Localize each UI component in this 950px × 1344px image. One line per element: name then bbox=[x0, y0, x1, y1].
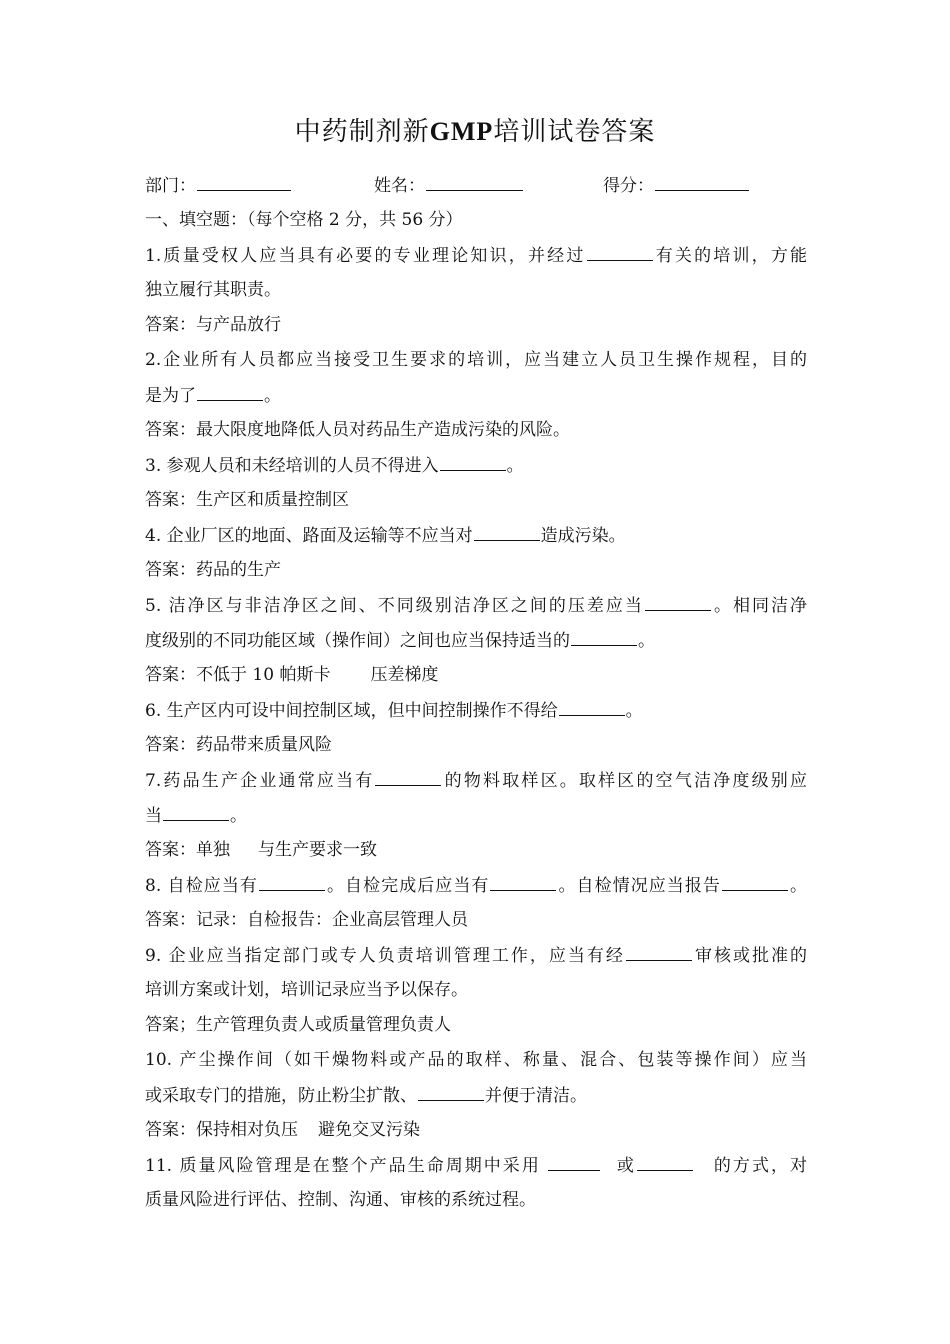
title-prefix: 中药制剂新 bbox=[294, 117, 430, 147]
q8-text-d: 。 bbox=[788, 876, 808, 896]
q7-blank-2 bbox=[163, 798, 229, 821]
question-2-line-1: 2.企业所有人员都应当接受卫生要求的培训，应当建立人员卫生操作规程，目的 bbox=[145, 350, 807, 370]
q1-text-b: 有关的培训，方能 bbox=[653, 246, 808, 266]
name-blank bbox=[426, 168, 523, 191]
exam-header bbox=[145, 168, 807, 203]
answer-5-part-2: 压差梯度 bbox=[370, 665, 439, 685]
question-6 bbox=[145, 693, 807, 728]
q9-text-a: 9. 企业应当指定部门或专人负责培训管理工作，应当有经 bbox=[145, 946, 625, 966]
answer-7-part-2: 与生产要求一致 bbox=[258, 840, 377, 860]
name-field bbox=[374, 168, 524, 204]
question-7-line-2 bbox=[145, 798, 807, 833]
q7-text-a: 7.药品生产企业通常应当有 bbox=[145, 771, 375, 791]
question-9-line-1 bbox=[145, 938, 807, 973]
q11-blank-2 bbox=[637, 1148, 693, 1171]
question-8 bbox=[145, 868, 807, 903]
q4-text-b: 造成污染。 bbox=[540, 526, 626, 546]
q5-blank-2 bbox=[571, 623, 637, 646]
question-10-line-1: 10. 产尘操作间（如干燥物料或产品的取样、称量、混合、包装等操作间）应当 bbox=[145, 1050, 807, 1070]
q6-blank bbox=[559, 693, 625, 716]
question-7-line-1 bbox=[145, 763, 807, 798]
q1-blank bbox=[587, 238, 653, 261]
question-3 bbox=[145, 448, 807, 483]
question-11-line-2: 质量风险进行评估、控制、沟通、审核的系统过程。 bbox=[145, 1190, 536, 1210]
q4-text-a: 4. 企业厂区的地面、路面及运输等不应当对 bbox=[145, 526, 473, 546]
answer-8: 答案：记录：自检报告：企业高层管理人员 bbox=[145, 910, 468, 930]
score-field bbox=[603, 168, 750, 204]
q6-text-b: 。 bbox=[625, 701, 643, 721]
question-1-line-2: 独立履行其职责。 bbox=[145, 280, 281, 300]
q11-text-a: 11. 质量风险管理是在整个产品生命周期中采用 bbox=[145, 1156, 541, 1176]
q5-text-b: 。相同洁净 bbox=[711, 596, 807, 616]
q3-text-b: 。 bbox=[506, 456, 524, 476]
answer-10 bbox=[145, 1113, 807, 1148]
q7-text-b: 的物料取样区。取样区的空气洁净度级别应 bbox=[442, 771, 807, 791]
dept-blank bbox=[197, 168, 291, 191]
answer-7-part-1: 答案：单独 bbox=[145, 840, 230, 860]
q5-text-c: 度级别的不同功能区域（操作间）之间也应当保持适当的 bbox=[145, 631, 570, 651]
q8-text-b: 。自检完成后应当有 bbox=[325, 876, 490, 896]
q11-text-b: 或 bbox=[614, 1156, 636, 1176]
q8-text-a: 8. 自检应当有 bbox=[145, 876, 258, 896]
question-1-line-1 bbox=[145, 238, 807, 273]
q4-blank bbox=[474, 518, 540, 541]
answer-4: 答案：药品的生产 bbox=[145, 560, 281, 580]
q10-blank bbox=[418, 1078, 484, 1101]
q7-text-c: 当 bbox=[145, 806, 162, 826]
q8-blank-1 bbox=[259, 868, 325, 891]
answer-7 bbox=[145, 833, 807, 868]
q1-text-a: 1.质量受权人应当具有必要的专业理论知识，并经过 bbox=[145, 246, 586, 266]
q2-blank bbox=[197, 378, 263, 401]
question-4 bbox=[145, 518, 807, 553]
score-blank bbox=[655, 168, 749, 191]
answer-6: 答案：药品带来质量风险 bbox=[145, 735, 332, 755]
question-10-line-2 bbox=[145, 1078, 807, 1113]
q7-text-d: 。 bbox=[230, 806, 247, 826]
answer-10-part-2: 避免交叉污染 bbox=[318, 1120, 420, 1140]
section-heading: 一、填空题：（每个空格 2 分，共 56 分） bbox=[145, 210, 463, 230]
q8-blank-2 bbox=[490, 868, 556, 891]
answer-5 bbox=[145, 658, 807, 693]
dept-field bbox=[145, 168, 292, 204]
answer-9: 答案；生产管理负责人或质量管理负责人 bbox=[145, 1015, 451, 1035]
q5-text-d: 。 bbox=[638, 631, 655, 651]
question-9-line-2: 培训方案或计划，培训记录应当予以保存。 bbox=[145, 980, 468, 1000]
q9-text-b: 审核或批准的 bbox=[692, 946, 808, 966]
page-title bbox=[0, 112, 950, 152]
q10-text-b: 或采取专门的措施，防止粉尘扩散、 bbox=[145, 1086, 417, 1106]
title-gmp: GMP bbox=[429, 117, 494, 146]
q10-text-c: 并便于清洁。 bbox=[485, 1086, 587, 1106]
q5-blank-1 bbox=[645, 588, 711, 611]
q8-text-c: 。自检情况应当报告 bbox=[557, 876, 721, 896]
answer-5-part-1: 答案：不低于 10 帕斯卡 bbox=[145, 665, 331, 685]
question-5-line-1 bbox=[145, 588, 807, 623]
answer-2: 答案：最大限度地降低人员对药品生产造成污染的风险。 bbox=[145, 420, 570, 440]
question-11-line-1 bbox=[145, 1148, 807, 1183]
question-5-line-2 bbox=[145, 623, 807, 658]
title-suffix: 培训试卷答案 bbox=[493, 117, 656, 147]
q11-text-c: 的方式，对 bbox=[711, 1156, 807, 1176]
q5-text-a: 5. 洁净区与非洁净区之间、不同级别洁净区之间的压差应当 bbox=[145, 596, 644, 616]
answer-10-part-1: 答案：保持相对负压 bbox=[145, 1120, 298, 1140]
q3-text-a: 3. 参观人员和未经培训的人员不得进入 bbox=[145, 456, 439, 476]
dept-label: 部门： bbox=[145, 176, 196, 196]
name-label: 姓名： bbox=[374, 176, 425, 196]
q2-text-c: 。 bbox=[264, 386, 281, 406]
q3-blank bbox=[440, 448, 506, 471]
q6-text-a: 6. 生产区内可设中间控制区域，但中间控制操作不得给 bbox=[145, 701, 558, 721]
answer-3: 答案：生产区和质量控制区 bbox=[145, 490, 349, 510]
question-2-line-2 bbox=[145, 378, 807, 413]
score-label: 得分： bbox=[603, 176, 654, 196]
q2-text-b: 是为了 bbox=[145, 386, 196, 406]
questions bbox=[145, 203, 807, 1218]
q7-blank-1 bbox=[375, 763, 441, 786]
answer-1: 答案：与产品放行 bbox=[145, 315, 281, 335]
q9-blank bbox=[626, 938, 692, 961]
q8-blank-3 bbox=[722, 868, 788, 891]
q11-blank-1 bbox=[548, 1148, 600, 1171]
